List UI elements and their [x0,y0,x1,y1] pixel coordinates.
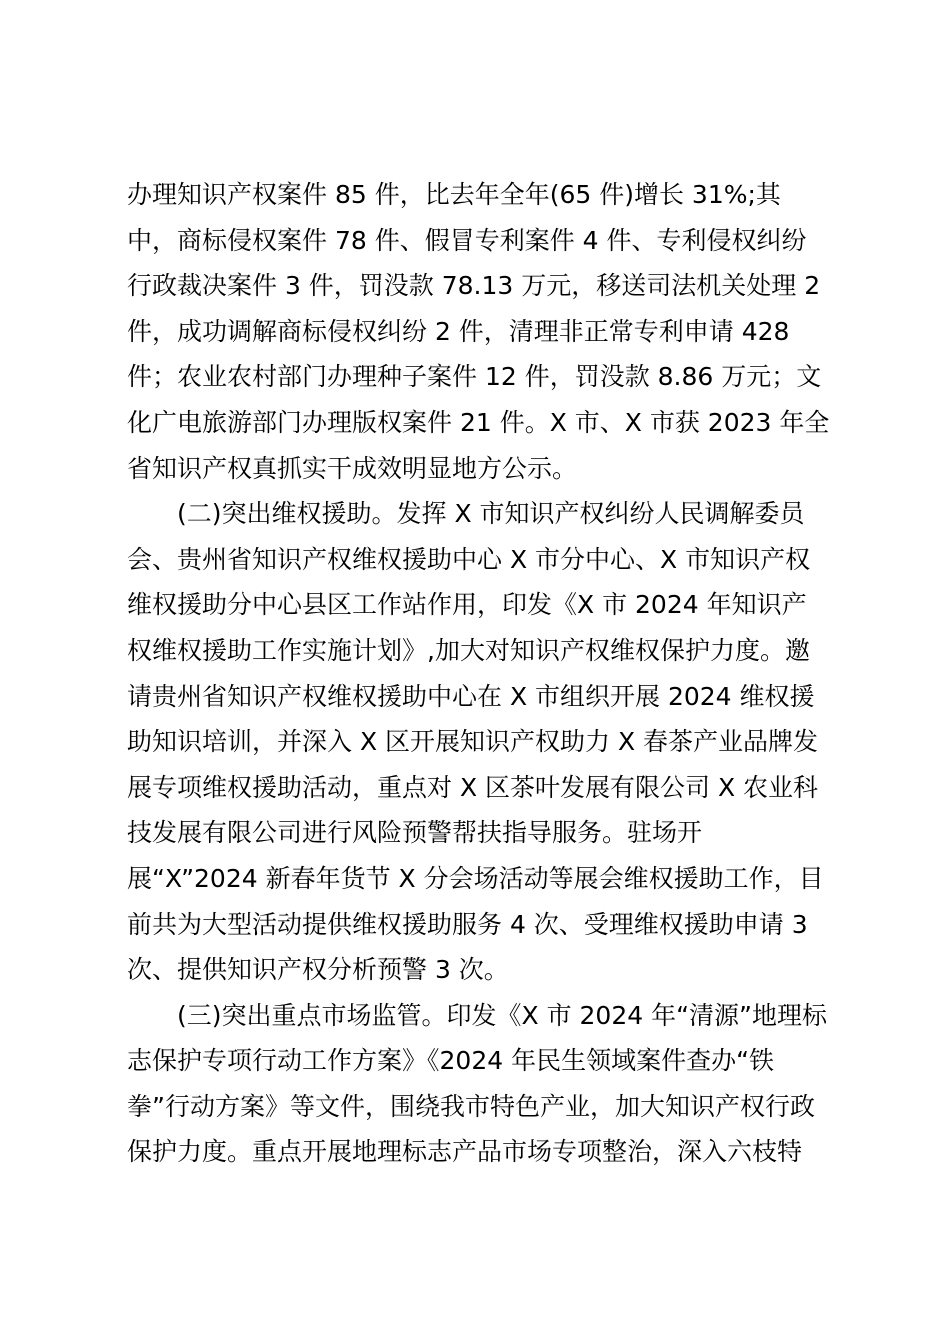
text-line: 保护力度。重点开展地理标志产品市场专项整治，深入六枝特 [127,1137,803,1167]
text-line: 次、提供知识产权分析预警 3 次。 [127,955,509,985]
text-line: 展专项维权援助活动，重点对 X 区茶叶发展有限公司 X 农业科 [127,772,819,802]
text-line: 省知识产权真抓实干成效明显地方公示。 [127,453,578,483]
text-line: 前共为大型活动提供维权援助服务 4 次、受理维权援助申请 3 [127,909,808,939]
paragraph-heading-line: (三)突出重点市场监管。印发《X 市 2024 年“清源”地理标 [127,1000,828,1030]
text-line: 件；农业农村部门办理种子案件 12 件，罚没款 8.86 万元；文 [127,362,822,392]
text-line: 中，商标侵权案件 78 件、假冒专利案件 4 件、专利侵权纠纷 [127,225,807,255]
text-line: 权维权援助工作实施计划》,加大对知识产权维权保护力度。邀 [127,635,810,665]
text-line: 办理知识产权案件 85 件，比去年全年(65 件)增长 31%;其 [127,180,781,209]
paragraph-heading-line: (二)突出维权援助。发挥 X 市知识产权纠纷人民调解委员 [127,499,805,529]
text-line: 请贵州省知识产权维权援助中心在 X 市组织开展 2024 维权援 [127,681,815,711]
text-line: 技发展有限公司进行风险预警帮扶指导服务。驻场开 [127,818,703,848]
text-line: 志保护专项行动工作方案》《2024 年民生领域案件查办“铁 [127,1046,775,1076]
text-line: 展“X”2024 新春年货节 X 分会场活动等展会维权援助工作，目 [127,863,824,893]
text-line: 助知识培训，并深入 X 区开展知识产权助力 X 春茶产业品牌发 [127,727,819,757]
body-text [127,172,837,1175]
text-line: 会、贵州省知识产权维权援助中心 X 市分中心、X 市知识产权 [127,544,811,574]
text-line: 件，成功调解商标侵权纠纷 2 件，清理非正常专利申请 428 [127,316,790,346]
text-line: 维权援助分中心县区工作站作用，印发《X 市 2024 年知识产 [127,590,807,620]
text-line: 化广电旅游部门办理版权案件 21 件。X 市、X 市获 2023 年全 [127,407,830,437]
text-line: 拳”行动方案》等文件，围绕我市特色产业，加大知识产权行政 [127,1091,815,1121]
text-line: 行政裁决案件 3 件，罚没款 78.13 万元，移送司法机关处理 2 [127,271,821,301]
